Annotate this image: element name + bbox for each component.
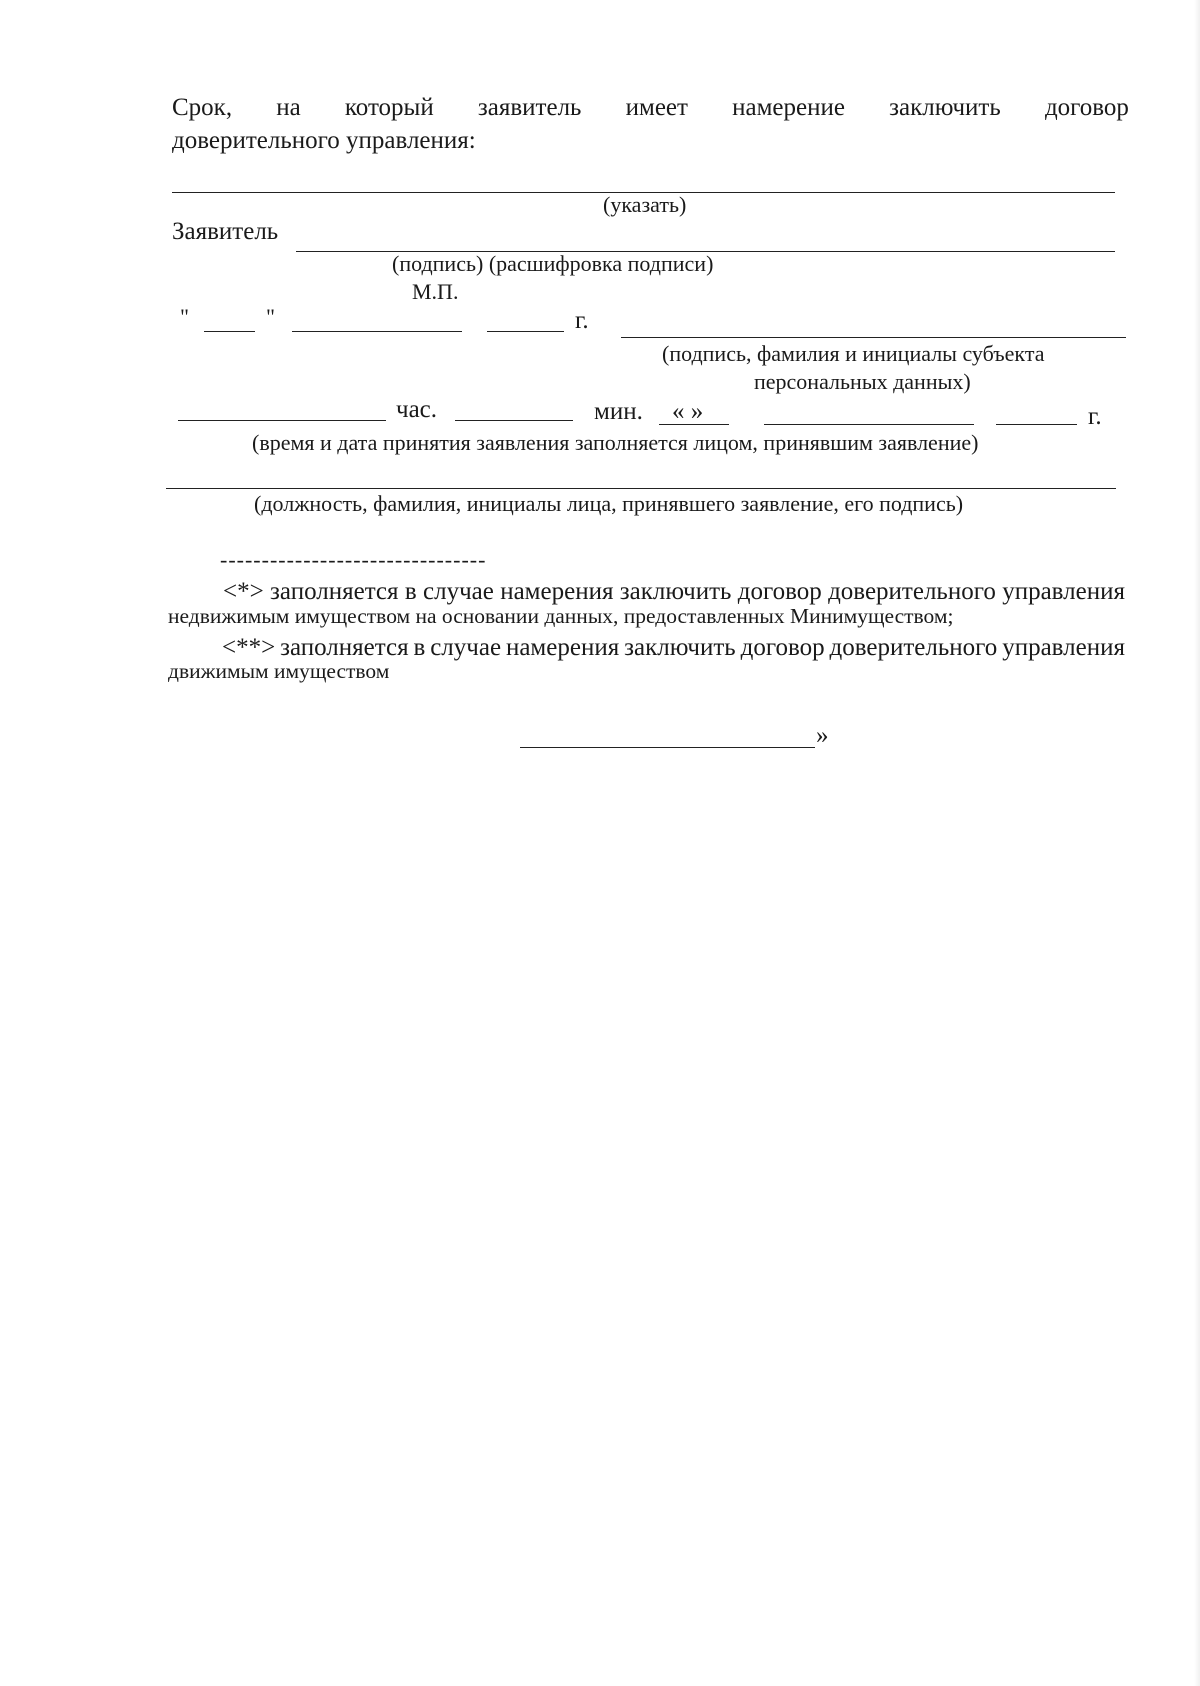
intro-word: заявитель <box>477 94 582 121</box>
page-edge-shadow <box>1194 0 1200 1686</box>
intro-word: заключить <box>889 94 1001 121</box>
stamp-label: М.П. <box>412 279 459 304</box>
hours-field-line <box>178 420 386 421</box>
intro-line-1 <box>172 94 1129 122</box>
footnote-1-word: договор <box>737 578 822 605</box>
subject-signature-line <box>621 337 1126 338</box>
subject-hint-line-1: (подпись, фамилия и инициалы субъекта <box>662 341 1045 366</box>
intro-word: на <box>276 94 301 121</box>
footnote-2-word: заполняется <box>280 634 409 661</box>
official-hint: (должность, фамилия, инициалы лица, принявшего заявление, его подпись) <box>254 491 964 516</box>
intro-word: намерение <box>732 94 845 121</box>
month-field-line <box>292 331 462 332</box>
acceptance-hint: (время и дата принятия заявления заполняется лицом, принявшим заявление) <box>252 430 979 455</box>
day-quotes-line <box>659 424 729 425</box>
intro-line-2: доверительного управления: <box>172 127 476 154</box>
footnote-1-line-2: недвижимым имуществом на основании данных, предоставленных Минимуществом; <box>168 604 954 628</box>
intro-word: который <box>344 94 434 121</box>
day-field-line <box>204 331 255 332</box>
footnote-1-word: управления <box>1002 578 1125 605</box>
footnote-1-word: <*> <box>223 578 264 605</box>
date-open-quote: " <box>180 304 189 329</box>
footnote-2-word: случае <box>430 634 502 661</box>
date-close-quote: " <box>266 304 275 329</box>
applicant-label: Заявитель <box>172 218 279 245</box>
footnote-2-word: доверительного <box>829 634 998 661</box>
footnote-1-word: заключить <box>619 578 732 605</box>
footnote-1-line-1 <box>223 578 1125 606</box>
month-field-line-2 <box>764 424 974 425</box>
footnote-2-word: в <box>413 634 426 661</box>
official-signature-line <box>166 488 1116 489</box>
subject-hint-line-2: персональных данных) <box>754 369 971 394</box>
date-year-suffix: г. <box>575 307 589 334</box>
term-hint: (указать) <box>603 192 687 217</box>
intro-word: имеет <box>625 94 688 121</box>
footnote-2-word: договор <box>740 634 825 661</box>
footnote-2-word: намерения <box>505 634 620 661</box>
hours-label: час. <box>396 396 438 423</box>
minutes-field-line <box>455 420 573 421</box>
applicant-signature-hint: (подпись) (расшифровка подписи) <box>392 251 714 276</box>
year-field-line-2 <box>996 424 1077 425</box>
closing-line <box>520 747 815 748</box>
year-field-line <box>487 331 564 332</box>
footnote-1-word: намерения <box>500 578 614 605</box>
footnote-1-word: в <box>404 578 417 605</box>
footnote-1-word: случае <box>423 578 494 605</box>
minutes-label: мин. <box>594 398 643 425</box>
footnote-2-line-2: движимым имуществом <box>168 659 390 683</box>
footnote-2-word: управления <box>1002 634 1125 661</box>
intro-word: договор <box>1044 94 1129 121</box>
footnote-1-word: заполняется <box>270 578 399 605</box>
footnote-2-word: заключить <box>624 634 736 661</box>
closing-quote: » <box>816 722 829 749</box>
footnote-separator: -------------------------------- <box>220 547 487 572</box>
intro-word: Срок, <box>172 94 233 121</box>
day-quotes: « » <box>672 398 704 425</box>
time-year-suffix: г. <box>1088 403 1102 430</box>
footnote-2-word: <**> <box>222 634 276 661</box>
footnote-1-word: доверительного <box>828 578 996 605</box>
